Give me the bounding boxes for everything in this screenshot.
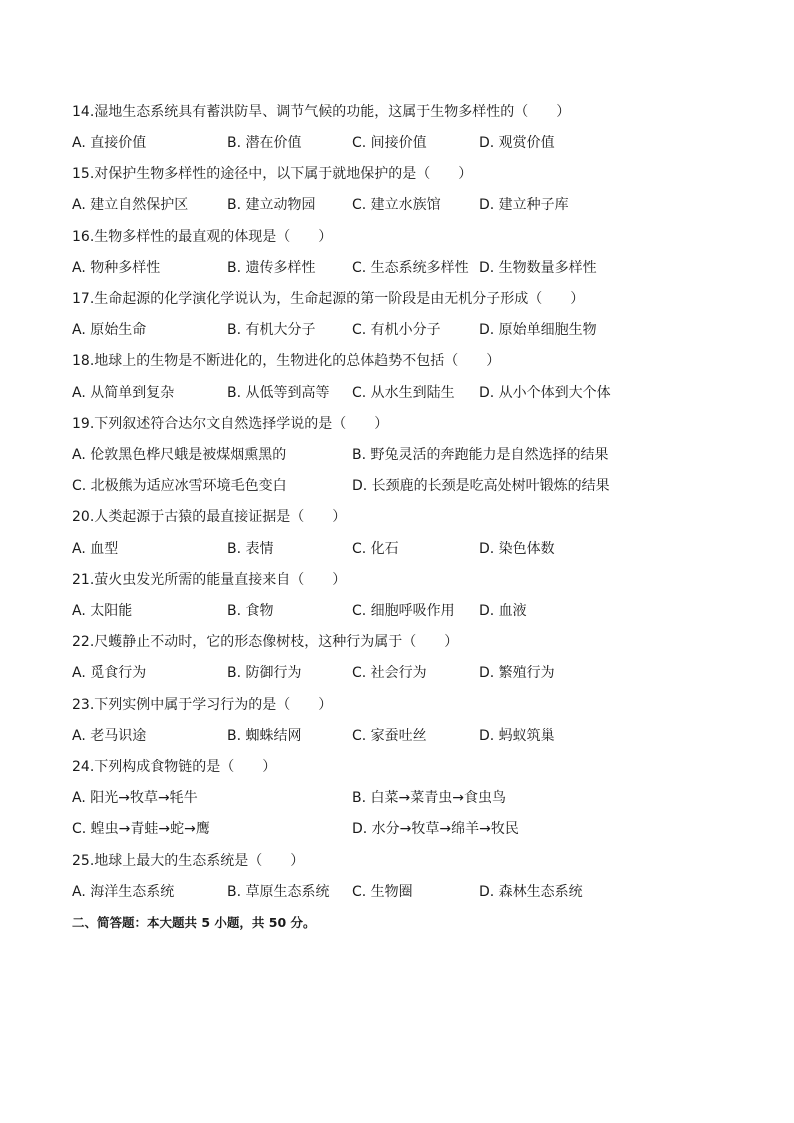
option-b: B. 建立动物园 bbox=[227, 197, 316, 213]
question-stem: 19.下列叙述符合达尔文自然选择学说的是（ ） bbox=[72, 416, 389, 432]
question-stem: 22.尺蠖静止不动时，它的形态像树枝，这种行为属于（ ） bbox=[72, 634, 459, 650]
option-d: D. 建立种子库 bbox=[479, 197, 569, 213]
option-b: B. 白菜→菜青虫→食虫鸟 bbox=[352, 790, 506, 806]
option-c: C. 家蚕吐丝 bbox=[352, 728, 427, 744]
question-stem: 20.人类起源于古猿的最直接证据是（ ） bbox=[72, 509, 347, 525]
question-stem: 15.对保护生物多样性的途径中，以下属于就地保护的是（ ） bbox=[72, 166, 473, 182]
option-d: D. 森林生态系统 bbox=[479, 884, 583, 900]
option-b: B. 遗传多样性 bbox=[227, 260, 316, 276]
option-c: C. 生物圈 bbox=[352, 884, 413, 900]
option-a: A. 太阳能 bbox=[72, 603, 133, 619]
option-b: B. 防御行为 bbox=[227, 665, 302, 681]
option-c: C. 生态系统多样性 bbox=[352, 260, 469, 276]
option-b: B. 从低等到高等 bbox=[227, 385, 330, 401]
question-stem: 24.下列构成食物链的是（ ） bbox=[72, 759, 277, 775]
option-b: B. 食物 bbox=[227, 603, 274, 619]
question-stem: 16.生物多样性的最直观的体现是（ ） bbox=[72, 229, 333, 245]
option-d: D. 染色体数 bbox=[479, 541, 555, 557]
option-a: A. 原始生命 bbox=[72, 322, 147, 338]
option-b: B. 潜在价值 bbox=[227, 135, 302, 151]
option-b: B. 有机大分子 bbox=[227, 322, 316, 338]
option-c: C. 化石 bbox=[352, 541, 399, 557]
option-c: C. 有机小分子 bbox=[352, 322, 441, 338]
question-stem: 23.下列实例中属于学习行为的是（ ） bbox=[72, 697, 333, 713]
question-stem: 14.湿地生态系统具有蓄洪防旱、调节气候的功能，这属于生物多样性的（ ） bbox=[72, 104, 571, 120]
option-a: A. 伦敦黑色桦尺蛾是被煤烟熏黑的 bbox=[72, 447, 287, 463]
option-a: A. 物种多样性 bbox=[72, 260, 161, 276]
option-b: B. 野兔灵活的奔跑能力是自然选择的结果 bbox=[352, 447, 609, 463]
question-stem: 25.地球上最大的生态系统是（ ） bbox=[72, 853, 305, 869]
option-a: A. 直接价值 bbox=[72, 135, 147, 151]
option-b: B. 表情 bbox=[227, 541, 274, 557]
option-c: C. 建立水族馆 bbox=[352, 197, 441, 213]
option-d: D. 从小个体到大个体 bbox=[479, 385, 611, 401]
option-a: A. 老马识途 bbox=[72, 728, 147, 744]
option-c: C. 蝗虫→青蛙→蛇→鹰 bbox=[72, 821, 210, 837]
option-d: D. 繁殖行为 bbox=[479, 665, 555, 681]
option-a: A. 阳光→牧草→牦牛 bbox=[72, 790, 198, 806]
option-d: D. 血液 bbox=[479, 603, 527, 619]
section-heading: 二、简答题：本大题共 5 小题，共 50 分。 bbox=[72, 915, 316, 930]
option-d: D. 蚂蚁筑巢 bbox=[479, 728, 555, 744]
option-b: B. 蜘蛛结网 bbox=[227, 728, 302, 744]
question-stem: 18.地球上的生物是不断进化的，生物进化的总体趋势不包括（ ） bbox=[72, 353, 501, 369]
option-a: A. 建立自然保护区 bbox=[72, 197, 189, 213]
option-c: C. 细胞呼吸作用 bbox=[352, 603, 455, 619]
option-b: B. 草原生态系统 bbox=[227, 884, 330, 900]
option-a: A. 从简单到复杂 bbox=[72, 385, 175, 401]
option-d: D. 水分→牧草→绵羊→牧民 bbox=[352, 821, 519, 837]
option-c: C. 间接价值 bbox=[352, 135, 427, 151]
option-a: A. 海洋生态系统 bbox=[72, 884, 175, 900]
option-d: D. 生物数量多样性 bbox=[479, 260, 597, 276]
question-stem: 17.生命起源的化学演化学说认为，生命起源的第一阶段是由无机分子形成（ ） bbox=[72, 291, 585, 307]
option-d: D. 原始单细胞生物 bbox=[479, 322, 597, 338]
option-c: C. 从水生到陆生 bbox=[352, 385, 455, 401]
option-c: C. 社会行为 bbox=[352, 665, 427, 681]
option-a: A. 觅食行为 bbox=[72, 665, 147, 681]
option-c: C. 北极熊为适应冰雪环境毛色变白 bbox=[72, 478, 287, 494]
option-a: A. 血型 bbox=[72, 541, 119, 557]
question-stem: 21.萤火虫发光所需的能量直接来自（ ） bbox=[72, 572, 347, 588]
option-d: D. 长颈鹿的长颈是吃高处树叶锻炼的结果 bbox=[352, 478, 610, 494]
option-d: D. 观赏价值 bbox=[479, 135, 555, 151]
